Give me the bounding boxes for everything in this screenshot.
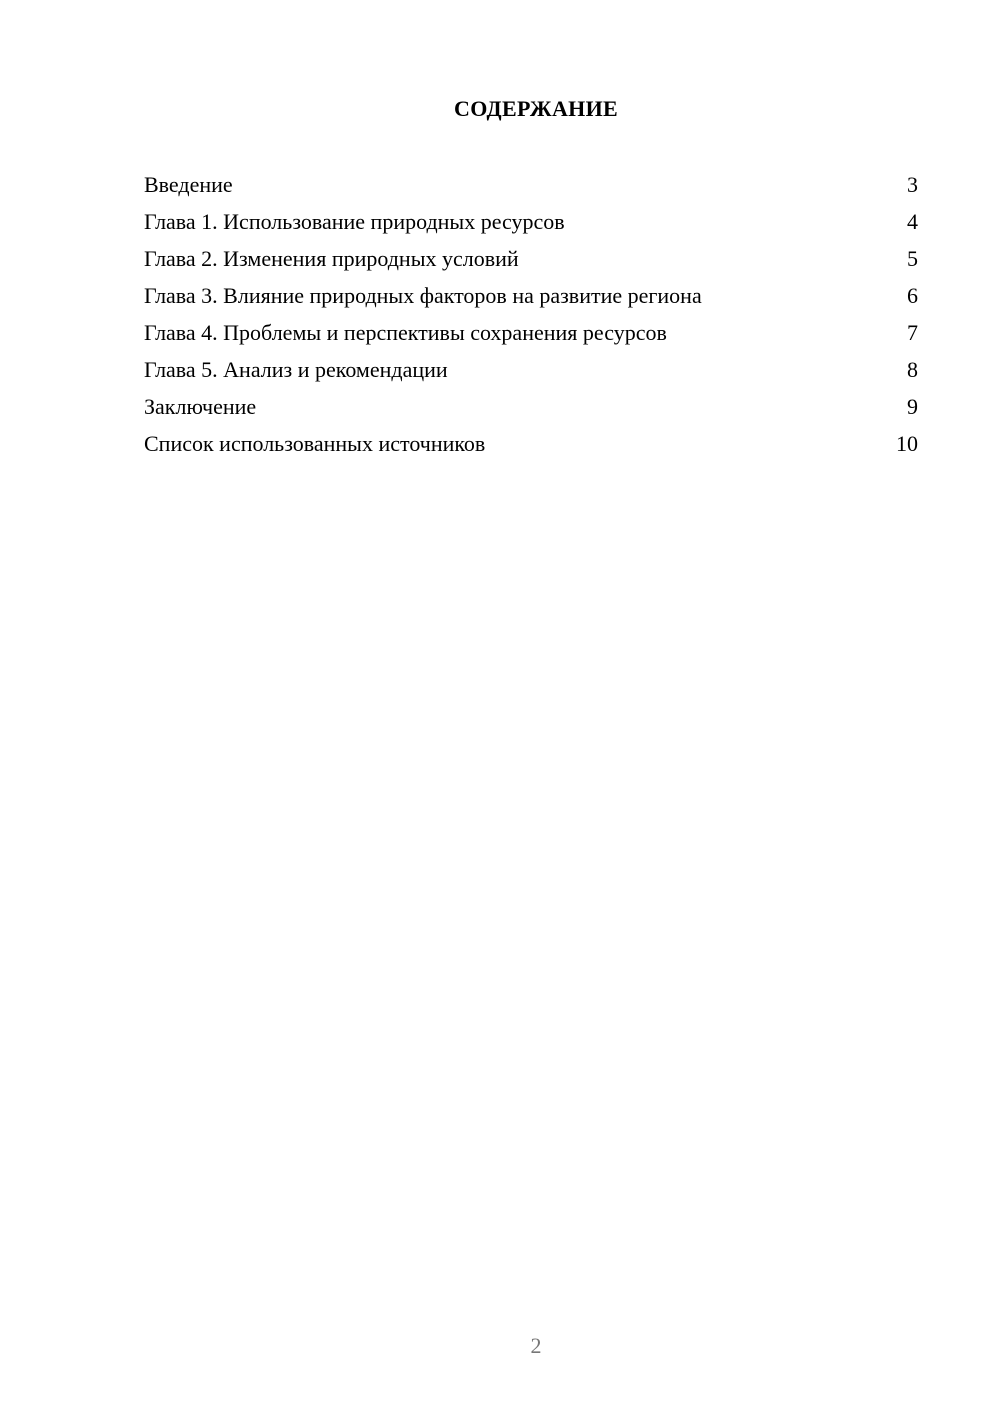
toc-entry — [144, 392, 918, 429]
toc-entry — [144, 318, 918, 355]
toc-entry-page: 5 — [907, 246, 918, 271]
toc-entry-page: 7 — [907, 320, 918, 345]
toc-entry-label: Глава 2. Изменения природных условий — [144, 246, 519, 271]
toc-entry-label: Введение — [144, 172, 233, 197]
page-number: 2 — [530, 1333, 542, 1358]
toc-entry-page: 4 — [907, 209, 918, 234]
toc-entry — [144, 207, 918, 244]
toc-entry-label: Глава 5. Анализ и рекомендации — [144, 357, 448, 382]
toc-entry — [144, 355, 918, 392]
toc-entry — [144, 170, 918, 207]
page-title: СОДЕРЖАНИЕ — [454, 96, 618, 121]
toc-entry-label: Глава 3. Влияние природных факторов на развитие региона — [144, 283, 702, 308]
table-of-contents — [144, 170, 918, 466]
toc-entry-label: Список использованных источников — [144, 431, 486, 456]
toc-entry-label: Заключение — [144, 394, 257, 419]
toc-entry — [144, 281, 918, 318]
toc-entry-page: 9 — [907, 394, 918, 419]
toc-entry-page: 3 — [907, 172, 918, 197]
toc-entry-page: 6 — [907, 283, 918, 308]
toc-entry-label: Глава 4. Проблемы и перспективы сохранения ресурсов — [144, 320, 667, 345]
toc-entry-page: 10 — [896, 431, 918, 456]
toc-entry-page: 8 — [907, 357, 918, 382]
toc-entry — [144, 429, 918, 466]
toc-entry — [144, 244, 918, 281]
toc-entry-label: Глава 1. Использование природных ресурсов — [144, 209, 565, 234]
